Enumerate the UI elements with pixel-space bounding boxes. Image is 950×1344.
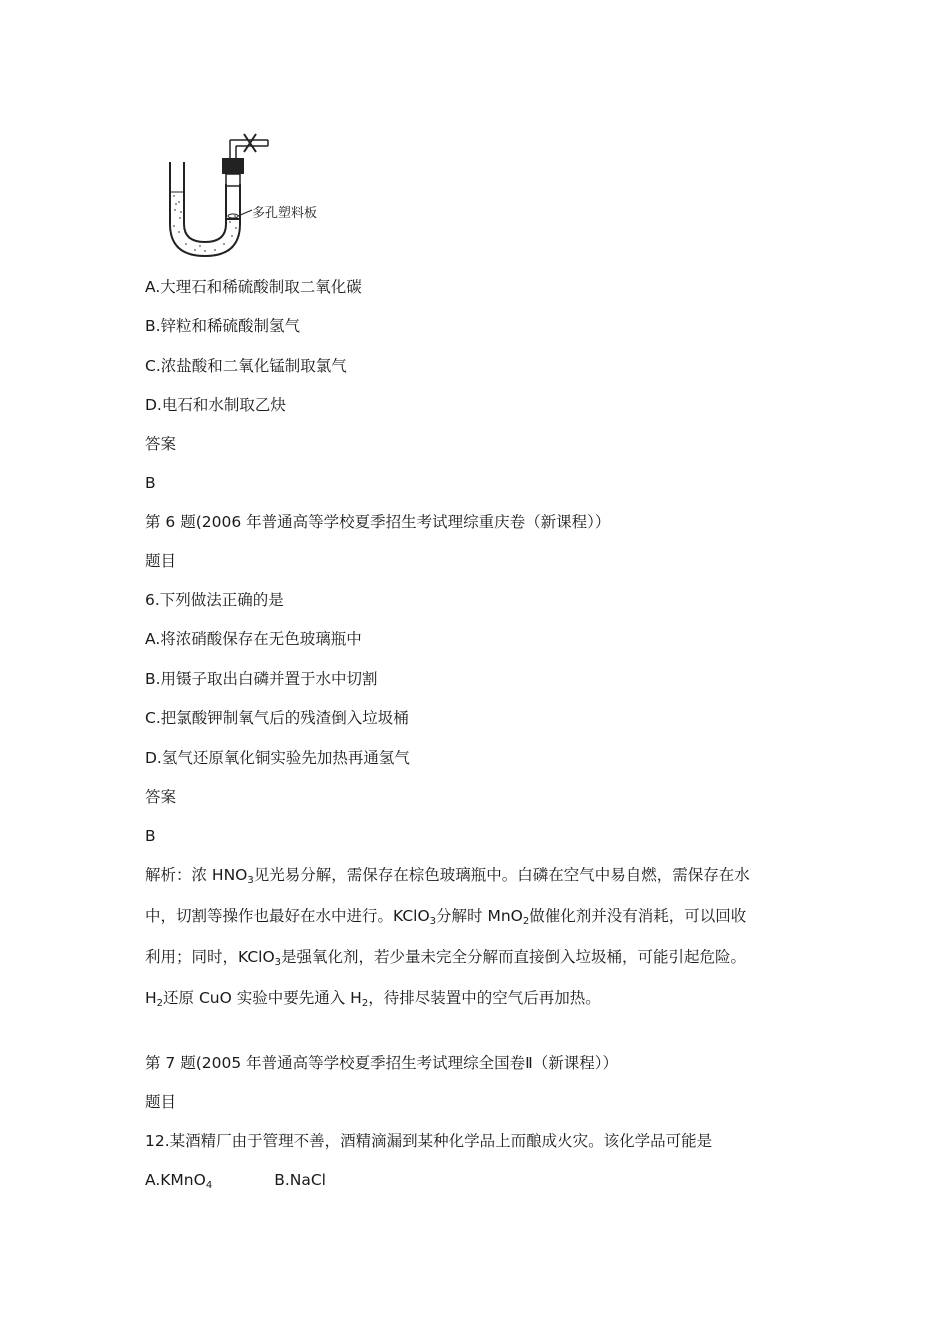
q7-header: 第 7 题(2005 年普通高等学校夏季招生考试理综全国卷Ⅱ（新课程）） [145, 1054, 619, 1072]
q7-title-label: 题目 [145, 1093, 177, 1111]
q5-answer: B [145, 474, 156, 492]
q5-option-a: A.大理石和稀硫酸制取二氧化碳 [145, 278, 362, 296]
q6-option-d: D.氢气还原氧化铜实验先加热再通氢气 [145, 749, 410, 767]
q6-analysis-line-3: 利用；同时，KClO$_3$是强氧化剂，若少量未完全分解而直接倒入垃圾桶，可能引起危险。 [145, 948, 747, 968]
q6-answer: B [145, 827, 156, 845]
q6-option-b: B.用镊子取出白磷并置于水中切割 [145, 670, 378, 688]
q7-options [145, 1170, 326, 1190]
u-tube-apparatus-figure [160, 124, 335, 264]
q5-option-d: D.电石和水制取乙炔 [145, 396, 286, 414]
q6-answer-label: 答案 [145, 788, 177, 806]
q5-option-c: C.浓盐酸和二氧化锰制取氯气 [145, 357, 347, 375]
q6-analysis-line-2: 中，切割等操作也最好在水中进行。KClO$_3$分解时 MnO$_2$做催化剂并没有消耗，可以回收 [145, 907, 747, 927]
q6-analysis-line-4: $H_2$还原 CuO 实验中要先通入 $H_2$，待排尽装置中的空气后再加热。 [145, 989, 601, 1009]
q7-option-b: B.NaCl [274, 1171, 326, 1189]
q6-question: 6.下列做法正确的是 [145, 591, 284, 609]
q7-option-a: A.KMnO$_4$ [145, 1171, 213, 1191]
q5-answer-label: 答案 [145, 435, 177, 453]
figure-label: 多孔塑料板 [252, 206, 318, 221]
q6-option-a: A.将浓硝酸保存在无色玻璃瓶中 [145, 630, 362, 648]
q5-option-b: B.锌粒和稀硫酸制氢气 [145, 317, 301, 335]
q6-title-label: 题目 [145, 552, 177, 570]
q6-option-c: C.把氯酸钾制氧气后的残渣倒入垃圾桶 [145, 709, 409, 727]
q6-analysis-line-1: 解析：浓 $HNO_3$见光易分解，需保存在棕色玻璃瓶中。白磷在空气中易自燃，需保存在水 [145, 866, 750, 886]
q6-header: 第 6 题(2006 年普通高等学校夏季招生考试理综重庆卷（新课程）） [145, 513, 611, 531]
liquid-fill [173, 195, 237, 252]
q7-question: 12.某酒精厂由于管理不善，酒精滴漏到某种化学品上而酿成火灾。该化学品可能是 [145, 1132, 713, 1150]
